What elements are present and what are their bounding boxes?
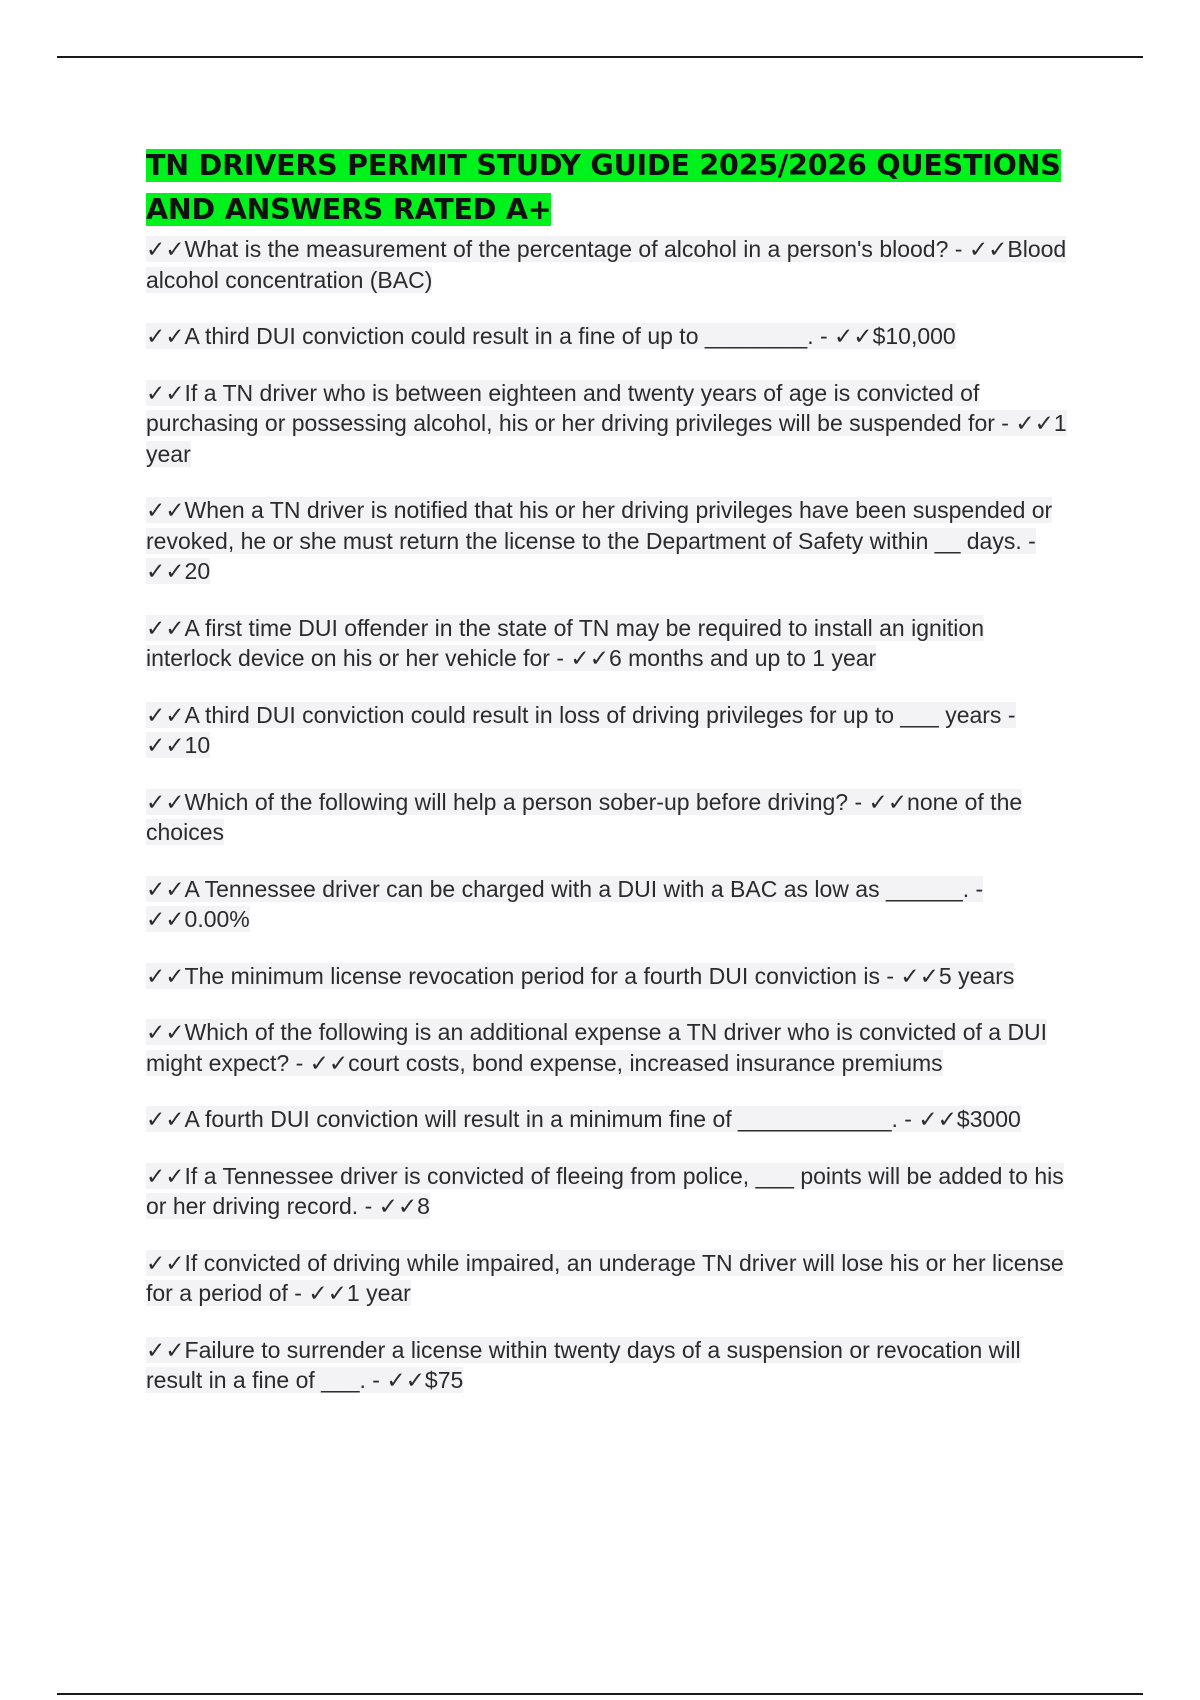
qa-item-6: ✓✓A third DUI conviction could result in loss of driving privileges for up to ___ years - ✓✓10 bbox=[146, 701, 1016, 758]
footer-rule bbox=[57, 1693, 1143, 1695]
qa-item-13: ✓✓If convicted of driving while impaired, an underage TN driver will lose his or her license for a period of - ✓✓1 year bbox=[146, 1249, 1064, 1306]
qa-item-2: ✓✓A third DUI conviction could result in a fine of up to ________. - ✓✓$10,000 bbox=[146, 323, 956, 349]
header-rule bbox=[57, 56, 1143, 58]
document-title-text: TN DRIVERS PERMIT STUDY GUIDE 2025/2026 QUESTIONS AND ANSWERS RATED A+ bbox=[146, 149, 1061, 226]
document-title bbox=[146, 144, 1076, 232]
qa-item-10: ✓✓Which of the following is an additional expense a TN driver who is convicted of a DUI might expect? - ✓✓court costs, bond expense, increased insurance premiums bbox=[146, 1019, 1048, 1076]
qa-item-12: ✓✓If a Tennessee driver is convicted of fleeing from police, ___ points will be added to his or her driving record. - ✓✓8 bbox=[146, 1162, 1064, 1219]
qa-item-4: ✓✓When a TN driver is notified that his or her driving privileges have been suspended or revoked, he or she must return the license to the Department of Safety within __ days. - ✓✓20 bbox=[146, 497, 1053, 584]
document-body bbox=[146, 144, 1076, 1422]
qa-item-1: ✓✓What is the measurement of the percentage of alcohol in a person's blood? - ✓✓Blood alcohol concentration (BAC) bbox=[146, 236, 1067, 293]
qa-item-5: ✓✓A first time DUI offender in the state of TN may be required to install an ignition interlock device on his or her vehicle for - ✓✓6 months and up to 1 year bbox=[146, 614, 984, 671]
qa-item-9: ✓✓The minimum license revocation period for a fourth DUI conviction is - ✓✓5 years bbox=[146, 962, 1015, 989]
qa-item-11: ✓✓A fourth DUI conviction will result in a minimum fine of ____________. - ✓✓$3000 bbox=[146, 1106, 1021, 1132]
qa-item-7: ✓✓Which of the following will help a person sober-up before driving? - ✓✓none of the choices bbox=[146, 788, 1023, 845]
qa-item-8: ✓✓A Tennessee driver can be charged with a DUI with a BAC as low as ______. - ✓✓0.00% bbox=[146, 875, 984, 932]
qa-item-14: ✓✓Failure to surrender a license within twenty days of a suspension or revocation will result in a fine of ___. - ✓✓$75 bbox=[146, 1336, 1021, 1393]
qa-item-3: ✓✓If a TN driver who is between eighteen and twenty years of age is convicted of purchasing or possessing alcohol, his or her driving privileges will be suspended for - ✓✓1 year bbox=[146, 379, 1067, 467]
